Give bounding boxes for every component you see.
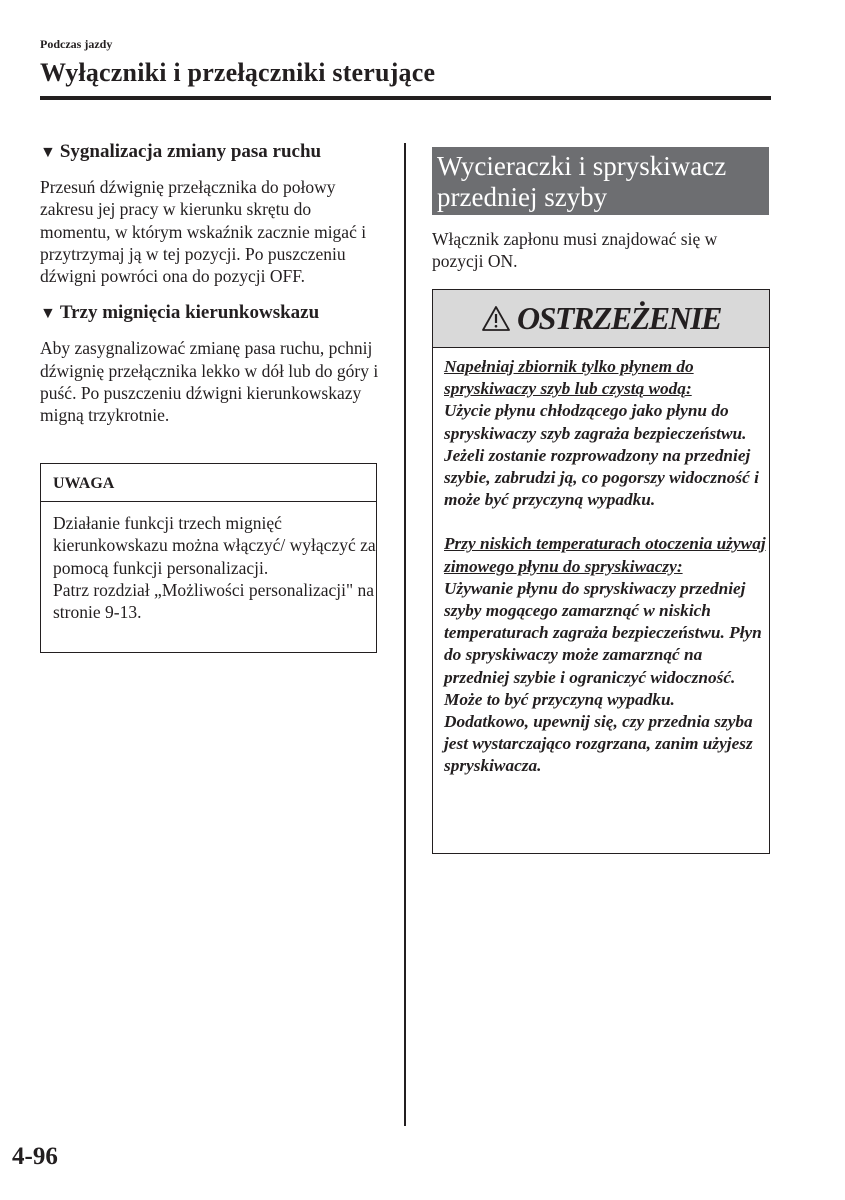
warning-item-text-extra: Dodatkowo, upewnij się, czy przednia szyba jest wystarczająco rozgrzana, zanim użyjesz spryskiwacza. bbox=[444, 712, 753, 776]
triple-blink-heading-text: Trzy mignięcia kierunkowskazu bbox=[59, 302, 320, 324]
page-number: 4-96 bbox=[12, 1143, 58, 1170]
warning-body bbox=[433, 348, 769, 778]
note-box bbox=[40, 463, 377, 653]
note-label: UWAGA bbox=[41, 464, 376, 502]
triple-blink-text: Aby zasygnalizować zmianę pasa ruchu, pchnij dźwignię przełącznika lekko w dół lub do góry i puść. Po puszczeniu dźwigni kierunkowskazy migną trzykrotnie. bbox=[40, 338, 379, 426]
triple-blink-heading bbox=[40, 302, 385, 325]
lane-change-heading-text: Sygnalizacja zmiany pasa ruchu bbox=[59, 141, 322, 162]
warning-item-heading: Napełniaj zbiornik tylko płynem do spryskiwaczy szyb lub czystą wodą: bbox=[444, 357, 694, 399]
lane-change-text: Przesuń dźwignię przełącznika do połowy zakresu jej pracy w kierunku skrętu do momentu, w którym wskaźnik zacznie migać i przytrzymaj ją w tej pozycji. Po puszczeniu dźwigni powróci ona do pozycji OFF. bbox=[40, 177, 367, 287]
note-body bbox=[41, 502, 376, 623]
chapter-label: Podczas jazdy bbox=[40, 37, 113, 51]
ignition-note: Włącznik zapłonu musi znajdować się w pozycji ON. bbox=[432, 229, 718, 272]
note-reference: Patrz rozdział „Możliwości personalizacji" na stronie 9-13. bbox=[53, 579, 375, 623]
left-column bbox=[40, 141, 385, 427]
column-divider bbox=[404, 143, 406, 1126]
warning-triangle-icon bbox=[481, 305, 511, 332]
title-divider bbox=[40, 96, 771, 100]
warning-box bbox=[432, 289, 770, 854]
warning-label: OSTRZEŻENIE bbox=[517, 300, 721, 336]
triangle-down-icon: ▼ bbox=[40, 305, 56, 323]
page-title: Wyłączniki i przełączniki sterujące bbox=[40, 58, 436, 87]
warning-item-text: Używanie płynu do spryskiwaczy przedniej szyby mogącego zamarznąć w niskich temperaturach zagraża bezpieczeństwu. Płyn do spryskiwaczy może zamarznąć na przedniej szybie i ograniczyć widoczność. Może to być przyczyną wypadku. bbox=[444, 578, 762, 709]
section-title-banner: Wycieraczki i spryskiwacz przedniej szyby bbox=[432, 147, 769, 215]
warning-item-heading: Przy niskich temperaturach otoczenia używaj zimowego płynu do spryskiwaczy: bbox=[444, 534, 766, 576]
lane-change-heading bbox=[40, 141, 385, 164]
triangle-down-icon: ▼ bbox=[40, 144, 56, 161]
note-text: Działanie funkcji trzech mignięć kierunkowskazu można włączyć/ wyłączyć za pomocą funkcji personalizacji. bbox=[53, 513, 376, 578]
warning-header bbox=[433, 290, 769, 348]
warning-item-text: Użycie płynu chłodzącego jako płynu do spryskiwaczy szyb zagraża bezpieczeństwu. Jeżeli zostanie rozprowadzony na przedniej szybie, zabrudzi ją, co pogorszy widoczność i może być przyczyną wypadku. bbox=[444, 401, 759, 510]
